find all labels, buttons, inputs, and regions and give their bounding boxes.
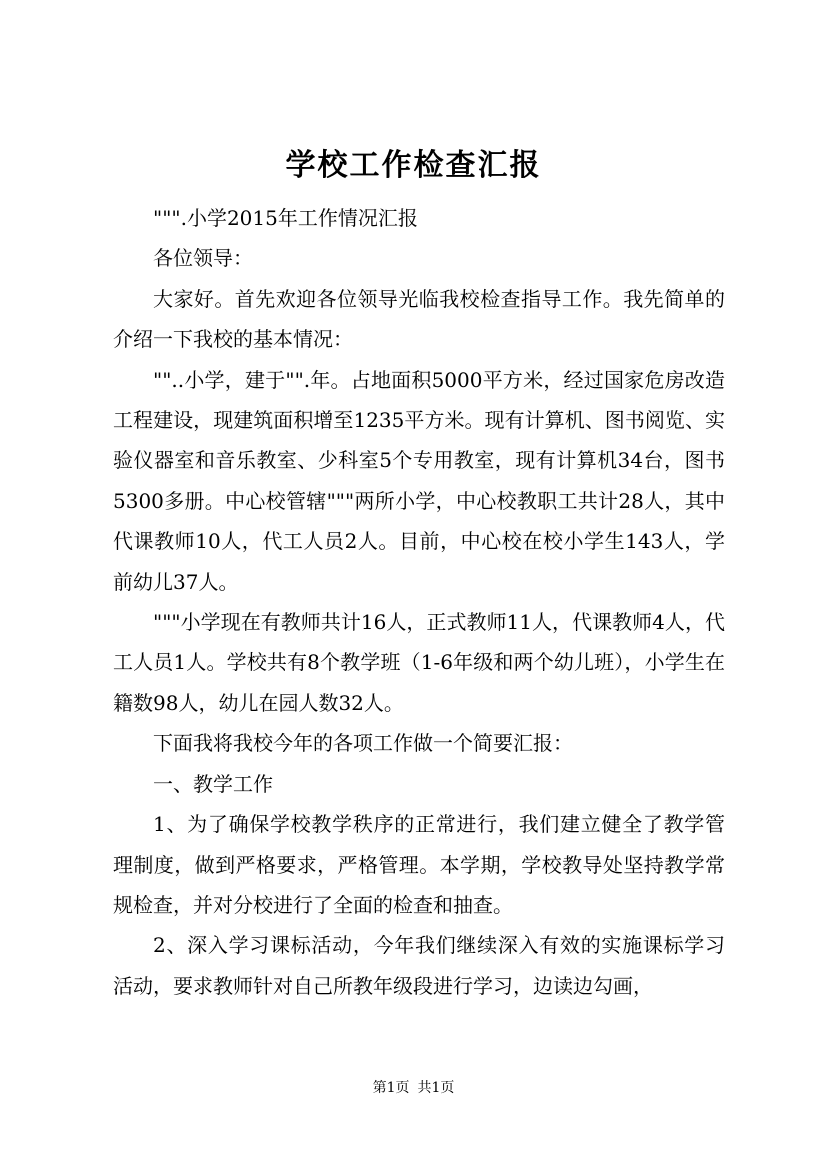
paragraph-item-1: 1、为了确保学校教学秩序的正常进行，我们建立健全了教学管理制度，做到严格要求，严格管理。本学期，学校教导处坚持教学常规检查，并对分校进行了全面的检查和抽查。 (113, 812, 725, 917)
paragraph-school-overview: ""..小学，建于"".年。占地面积5000平方米，经过国家危房改造工程建设，现建筑面积增至1235平方米。现有计算机、图书阅览、实验仪器室和音乐教室、少科室5个专用教室，现有计算机34台，图书5300多册。中心校管辖"""两所小学，中心校教职工共计28人，其中代课教师10人，代工人员2人。目前，中心校在校小学生143人，学前幼儿37人。 (113, 367, 725, 594)
report-subtitle: """.小学2015年工作情况汇报 (153, 206, 418, 230)
paragraph-report-intro: 下面我将我校今年的各项工作做一个简要汇报： (153, 731, 573, 756)
document-body (113, 198, 725, 1006)
salutation: 各位领导： (153, 246, 253, 271)
section-heading-teaching: 一、教学工作 (153, 771, 273, 796)
page-footer (0, 1078, 827, 1098)
paragraph-branch-school: """小学现在有教师共计16人，正式教师11人，代课教师4人，代工人员1人。学校共有8个教学班（1-6年级和两个幼儿班），小学生在籍数98人，幼儿在园人数32人。 (113, 610, 725, 715)
page-total: 共1页 (417, 1080, 455, 1096)
document-title: 学校工作检查汇报 (285, 148, 542, 183)
page-number: 第1页 (372, 1080, 410, 1096)
paragraph-item-2: 2、深入学习课标活动，今年我们继续深入有效的实施课标学习活动，要求教师针对自己所教年级段进行学习，边读边勾画， (113, 933, 725, 998)
paragraph-greeting: 大家好。首先欢迎各位领导光临我校检查指导工作。我先简单的介绍一下我校的基本情况： (113, 286, 725, 352)
